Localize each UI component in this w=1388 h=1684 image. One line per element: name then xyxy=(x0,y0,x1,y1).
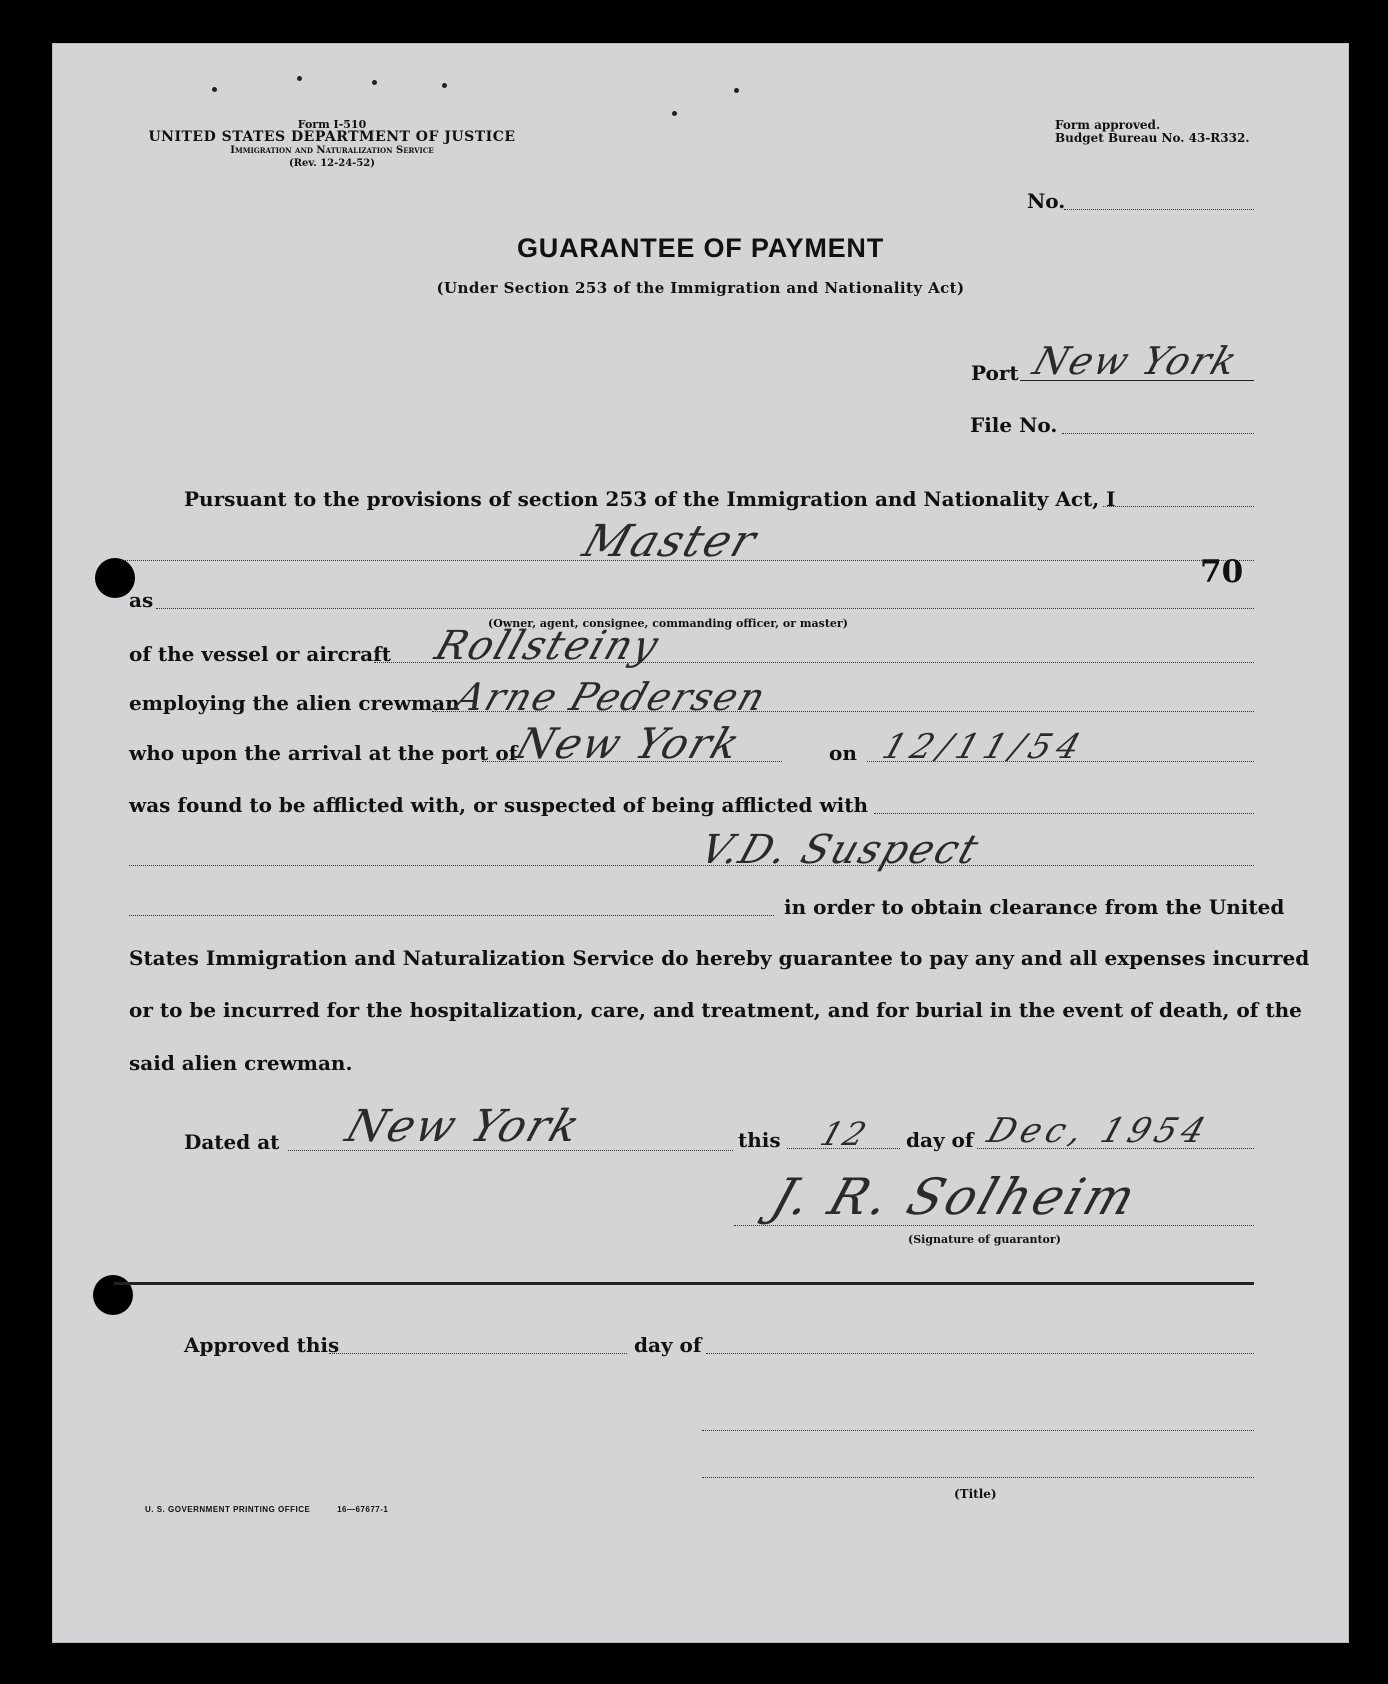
form-approval xyxy=(1055,119,1250,145)
guarantee-paragraph-line-2: or to be incurred for the hospitalization, care, and treatment, and for burial in the event of death, of the xyxy=(129,998,1302,1022)
signature-hint: (Signature of guarantor) xyxy=(908,1233,1061,1246)
printer-line xyxy=(145,1505,388,1514)
form-page xyxy=(52,43,1349,1643)
punch-hole xyxy=(93,1275,133,1315)
port-label: Port xyxy=(971,361,1019,385)
department-name: UNITED STATES DEPARTMENT OF JUSTICE xyxy=(148,129,516,145)
approved-this-label: Approved this xyxy=(184,1333,340,1357)
revision-date: (Rev. 12-24-52) xyxy=(289,158,375,169)
guarantee-paragraph-line-3: said alien crewman. xyxy=(129,1051,353,1075)
section-divider xyxy=(114,1282,1254,1285)
approved-day-field[interactable] xyxy=(329,1353,627,1354)
afflicted-field-3[interactable] xyxy=(129,915,774,916)
printer-code: 16—67677-1 xyxy=(337,1505,389,1514)
arrival-date-value: 12/11/54 xyxy=(877,727,1092,767)
speck xyxy=(672,111,677,116)
service-name: Immigration and Naturalization Service xyxy=(230,145,434,156)
pursuant-text: Pursuant to the provisions of section 253 of the Immigration and Nationality Act, I xyxy=(184,487,1116,511)
clearance-text: in order to obtain clearance from the United xyxy=(784,895,1285,919)
form-number: Form I-510 xyxy=(297,118,367,131)
approver-title-field[interactable] xyxy=(702,1477,1254,1478)
day-of-label: day of xyxy=(906,1128,974,1152)
afflicted-value: V.D. Suspect xyxy=(694,827,986,873)
speck xyxy=(442,83,447,88)
dated-at-label: Dated at xyxy=(184,1130,280,1154)
afflicted-field-1[interactable] xyxy=(874,813,1254,814)
file-no-field[interactable] xyxy=(1062,433,1254,434)
no-label: No. xyxy=(1027,189,1066,213)
dated-place-value: New York xyxy=(339,1101,588,1152)
vessel-value: Rollsteiny xyxy=(429,623,666,669)
on-label: on xyxy=(829,741,857,765)
guarantor-role-value: Master xyxy=(576,516,764,567)
speck xyxy=(734,88,739,93)
this-label: this xyxy=(738,1128,781,1152)
page-title: GUARANTEE OF PAYMENT xyxy=(516,233,885,263)
arrival-label: who upon the arrival at the port of xyxy=(129,741,518,765)
approval-line-2: Budget Bureau No. 43-R332. xyxy=(1055,131,1250,145)
signature-image: J. R. Solheim xyxy=(764,1168,1146,1226)
crewman-label: employing the alien crewman xyxy=(129,691,460,715)
speck xyxy=(297,76,302,81)
crewman-value: Arne Pedersen xyxy=(449,675,773,719)
approved-day-of-label: day of xyxy=(634,1333,702,1357)
approved-month-field[interactable] xyxy=(706,1353,1254,1354)
guarantor-name-field[interactable] xyxy=(1103,506,1254,507)
as-hint: (Owner, agent, consignee, commanding officer, or master) xyxy=(488,617,848,630)
afflicted-label: was found to be afflicted with, or suspected of being afflicted with xyxy=(129,793,869,817)
form-header-left xyxy=(132,118,532,170)
port-value: New York xyxy=(1027,339,1245,383)
no-field[interactable] xyxy=(1064,209,1254,210)
file-no-label: File No. xyxy=(970,413,1058,437)
vessel-label: of the vessel or aircraft xyxy=(129,642,391,666)
guarantee-paragraph-line-1: States Immigration and Naturalization Service do hereby guarantee to pay any and all expenses incurred xyxy=(129,946,1310,970)
speck xyxy=(372,80,377,85)
printer-name: U. S. GOVERNMENT PRINTING OFFICE xyxy=(145,1505,311,1514)
dated-day-value: 12 xyxy=(815,1115,873,1153)
title-hint: (Title) xyxy=(954,1487,997,1501)
as-label: as xyxy=(129,588,154,612)
dated-month-year-value: Dec, 1954 xyxy=(982,1111,1216,1151)
arrival-port-value: New York xyxy=(510,719,748,768)
approver-signature-field[interactable] xyxy=(702,1430,1254,1431)
approval-line-1: Form approved. xyxy=(1055,118,1161,132)
speck xyxy=(212,87,217,92)
afflicted-field-2[interactable] xyxy=(129,865,1254,866)
as-field[interactable] xyxy=(156,608,1254,609)
page-number: 70 xyxy=(1200,554,1244,590)
page-subtitle: (Under Section 253 of the Immigration and Nationality Act) xyxy=(436,279,965,297)
